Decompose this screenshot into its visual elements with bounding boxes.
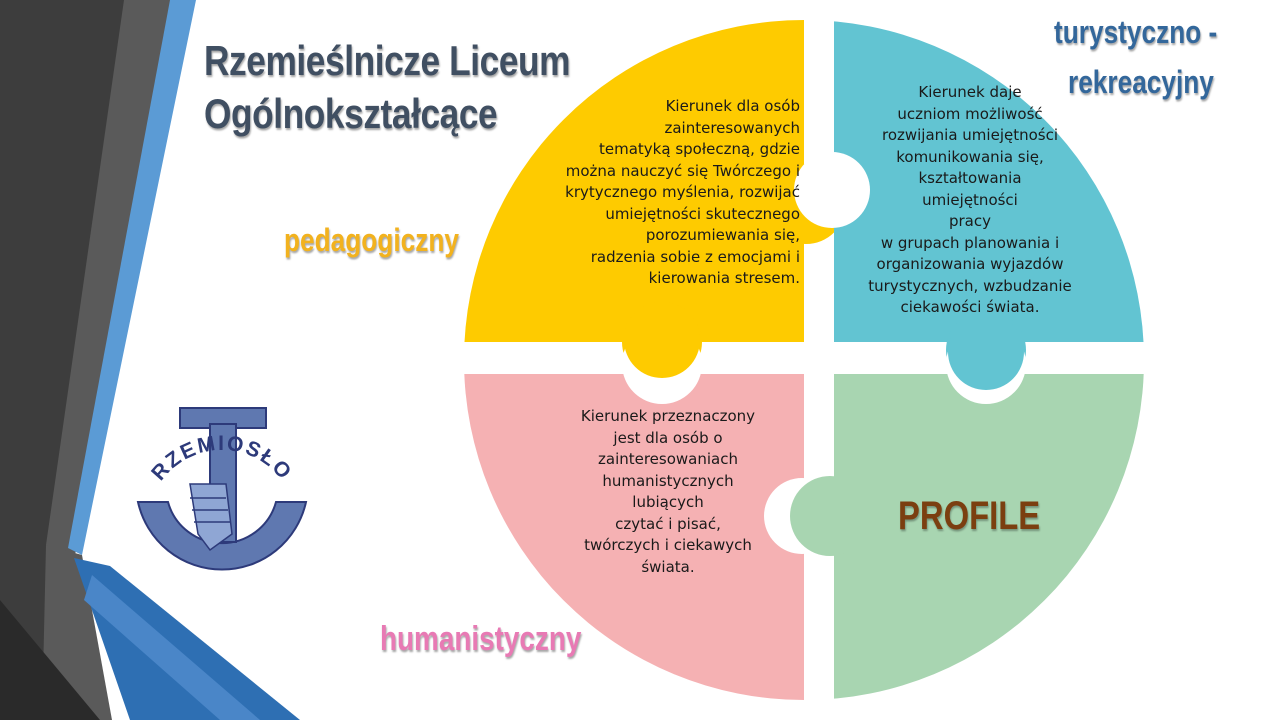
pink-line: czytać i pisać, — [615, 514, 721, 533]
yellow-line: kierowania stresem. — [648, 269, 800, 287]
teal-line: turystycznych, wzbudzanie — [868, 276, 1072, 295]
pink-line: twórczych i ciekawych — [584, 536, 752, 554]
teal-line: pracy — [948, 212, 991, 230]
yellow-line: umiejętności skutecznego — [605, 204, 800, 223]
pink-line: zainteresowaniach — [598, 450, 738, 468]
yellow-line: porozumiewania się, — [645, 226, 800, 244]
pink-piece-text — [548, 406, 788, 578]
yellow-piece-text — [520, 96, 800, 290]
teal-line: organizowania wyjazdów — [876, 255, 1064, 273]
svg-text:RZEMIOSŁO: RZEMIOSŁO — [147, 431, 297, 485]
profile-label: PROFILE — [898, 494, 1041, 538]
yellow-line: krytycznego myślenia, rozwijać — [565, 183, 800, 201]
teal-line: rozwijania umiejętności — [881, 126, 1059, 144]
yellow-line: Kierunek dla osób — [665, 97, 800, 115]
pink-line: jest dla osób o — [613, 428, 723, 447]
teal-line: Kierunek daje — [918, 83, 1022, 101]
category-pedagogiczny: pedagogiczny — [284, 222, 459, 258]
pink-line: Kierunek przeznaczony — [580, 407, 756, 425]
title-line-2: Ogólnokształcące — [204, 90, 498, 137]
yellow-line: zainteresowanych — [664, 118, 800, 137]
teal-line: ciekawości świata. — [900, 298, 1040, 316]
category-turystyczny-line-2: rekreacyjny — [1068, 64, 1214, 100]
yellow-line: można nauczyć się Twórczego i — [565, 161, 800, 180]
yellow-line: tematyką społeczną, gdzie — [599, 140, 800, 158]
pink-line: świata. — [641, 557, 695, 576]
yellow-line: radzenia sobie z emocjami i — [590, 247, 800, 266]
pink-line: humanistycznych — [602, 471, 734, 490]
category-humanistyczny: humanistyczny — [380, 620, 582, 658]
pink-line: lubiących — [632, 493, 704, 511]
teal-piece-text — [840, 82, 1100, 319]
logo-text-top — [136, 428, 306, 528]
teal-line: umiejętności — [922, 190, 1018, 209]
teal-line: w grupach planowania i — [880, 233, 1060, 252]
logo-text-bottom — [144, 540, 314, 610]
title-line-1: Rzemieślnicze Liceum — [204, 37, 571, 84]
teal-line: uczniom możliwość — [897, 104, 1043, 123]
svg-text:Biała Podlaska: Biała Podlaska — [182, 573, 267, 602]
teal-line: komunikowania się, — [896, 147, 1044, 166]
category-turystyczny-line-1: turystyczno - — [1054, 14, 1218, 50]
teal-line: kształtowania — [918, 169, 1022, 187]
